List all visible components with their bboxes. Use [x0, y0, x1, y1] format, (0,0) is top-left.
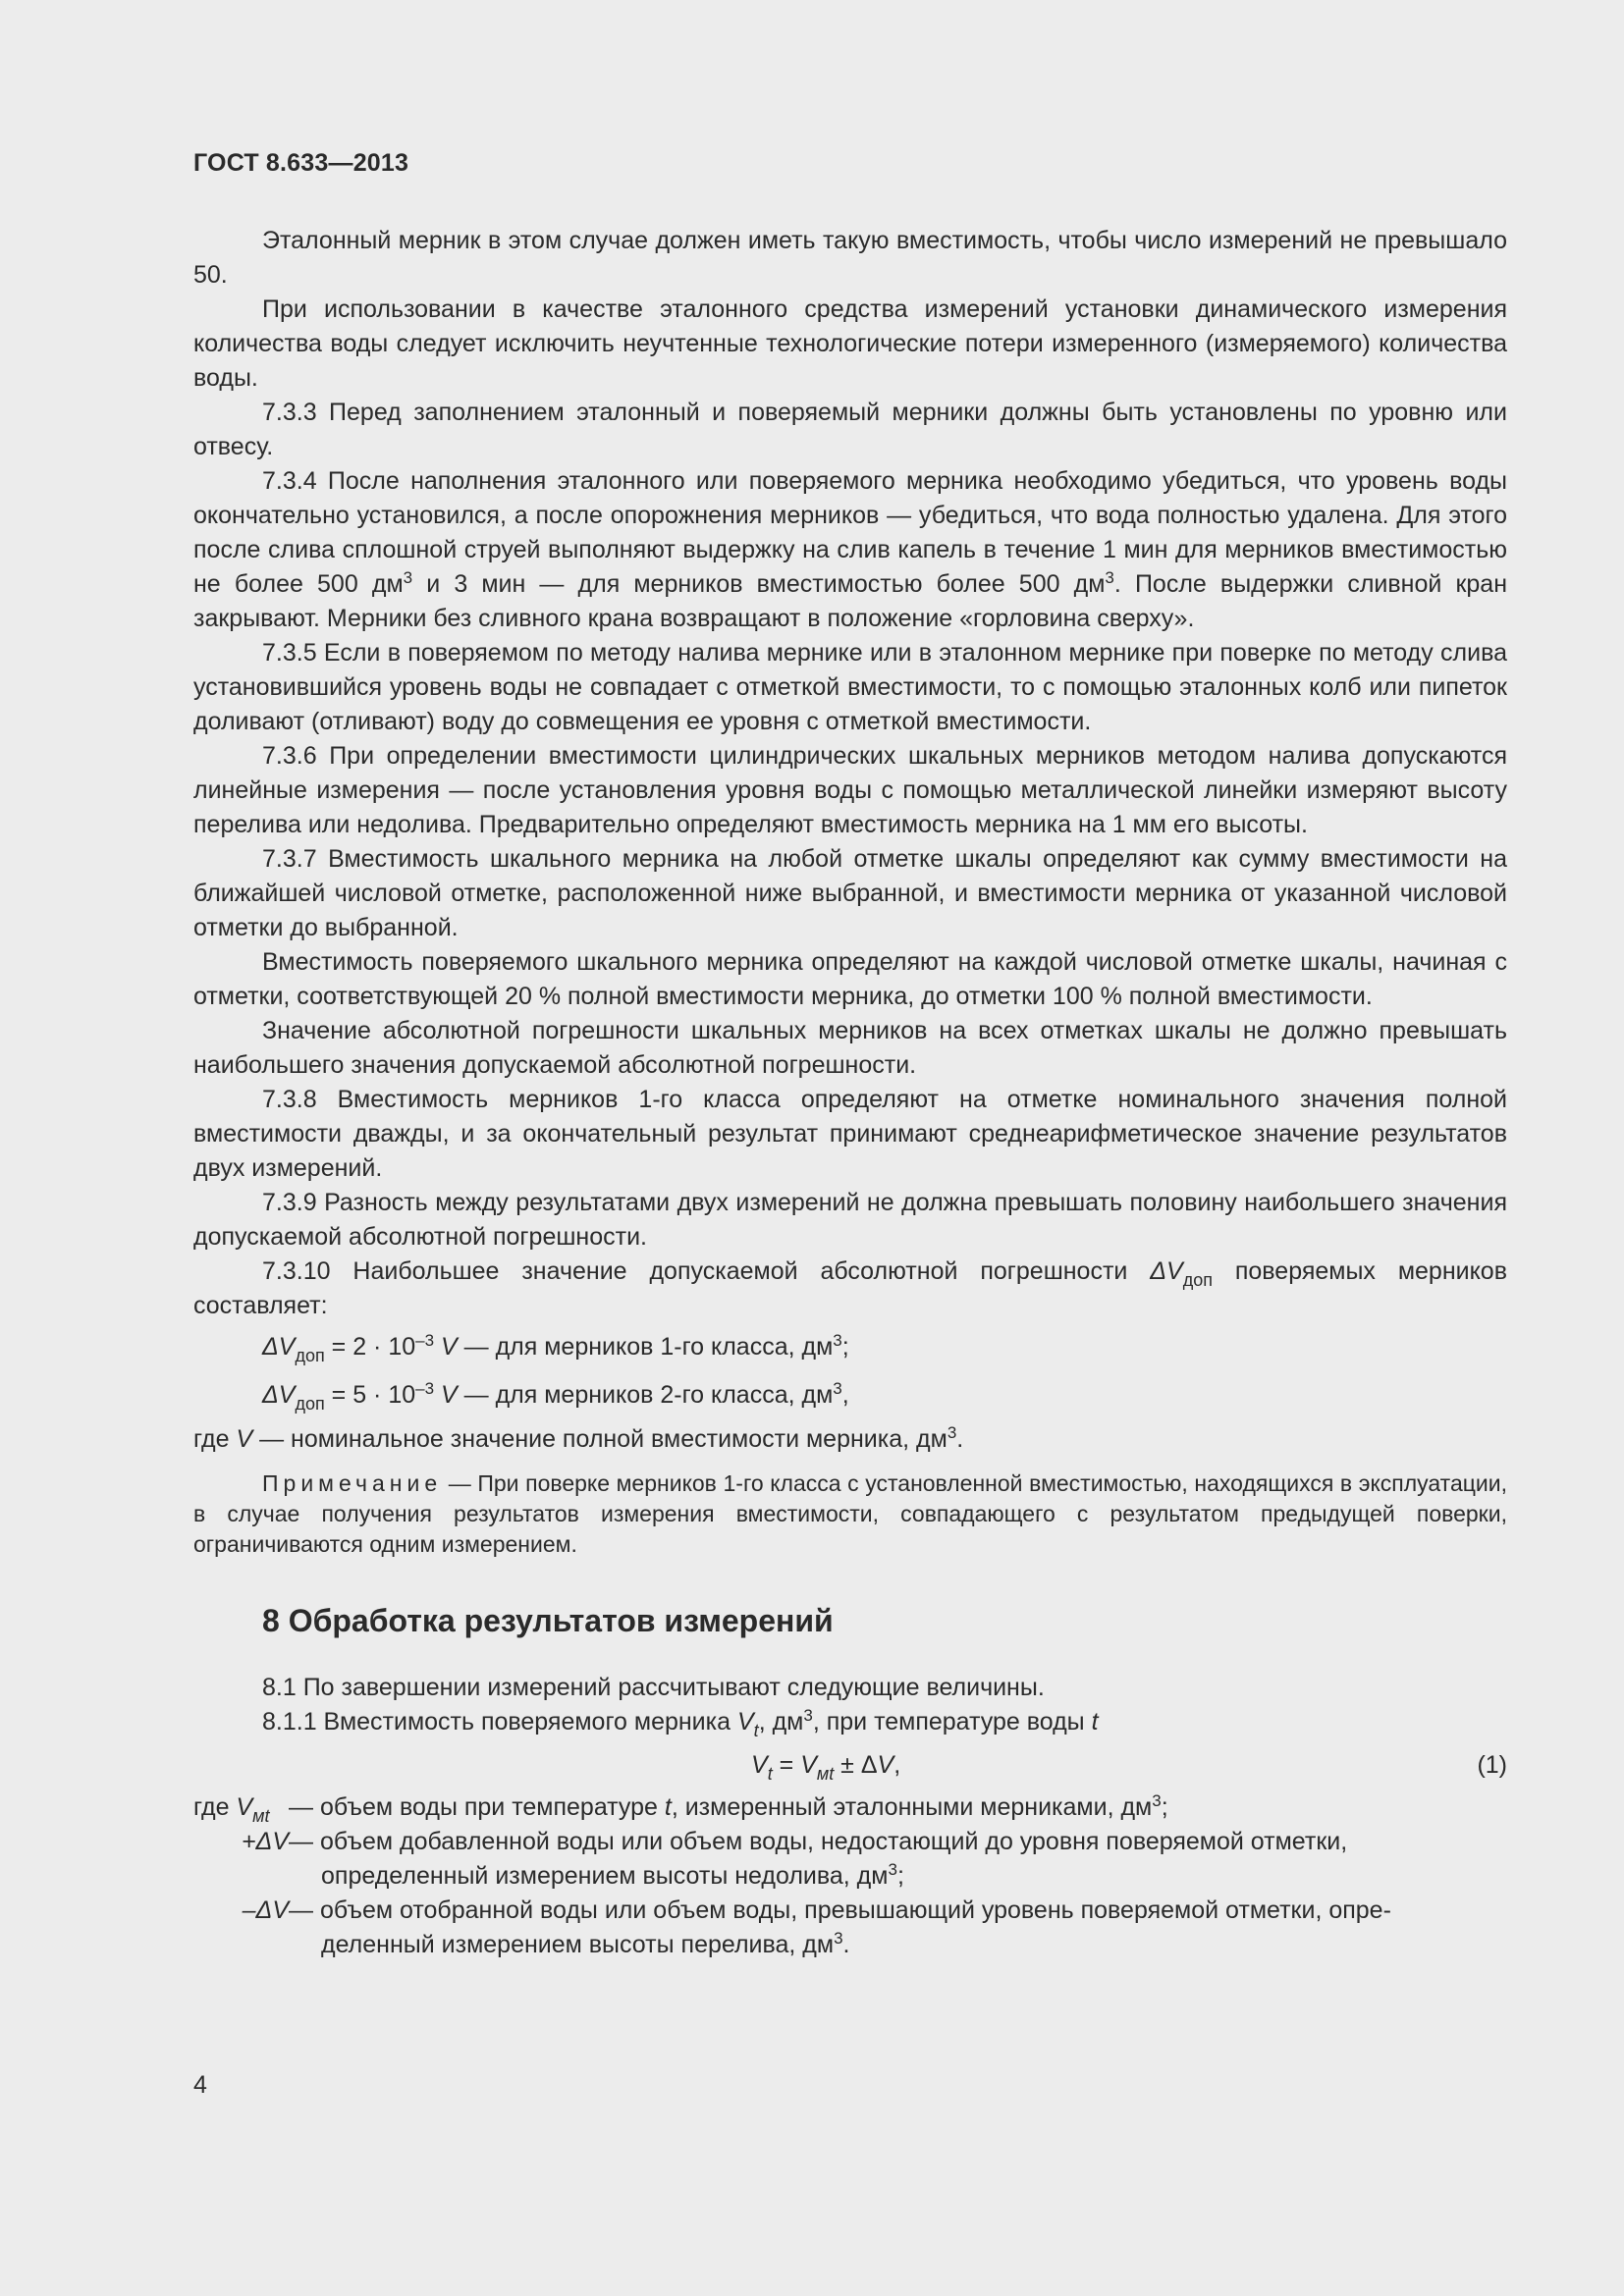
definitions-list: [193, 1790, 1507, 1962]
paragraph-7-3-8: 7.3.8 Вместимость мерников 1-го класса определяют на отметке номинального значения полной вместимости дважды, и за окончательный результат принимают среднеарифметическое значение результатов двух измерений.: [193, 1086, 1507, 1182]
page-number: 4: [193, 2071, 207, 2099]
note-text: — При поверке мерников 1-го класса с установленной вместимостью, находящихся в эксплуатации, в случае получения результатов измерения вместимости, совпадающего с результатом предыдущей поверки, ограничиваются одним измерением.: [193, 1470, 1507, 1557]
paragraph-7-3-6: 7.3.6 При определении вместимости цилиндрических шкальных мерников методом налива допускаются линейные измерения — после установления уровня воды с помощью металлической линейки измеряют высоту перелива или недолива. Предварительно определяют вместимость мерника на 1 мм его высоты.: [193, 742, 1507, 838]
paragraph-7-3-10: 7.3.10 Наибольшее значение допускаемой абсолютной погрешности $\Delta V_{доп}$ поверяемых мерников составляет:: [193, 1257, 1507, 1319]
paragraph: При использовании в качестве эталонного средства измерений установки динамического измерения количества воды следует исключить неучтенные технологические потери измеренного (измеряемого) количества воды.: [193, 295, 1507, 392]
section-heading: 8 Обработка результатов измерений: [262, 1603, 834, 1638]
paragraph-8-1: 8.1 По завершении измерений рассчитывают следующие величины.: [262, 1674, 1045, 1701]
paragraph-8-1-1: 8.1.1 Вместимость поверяемого мерника $V_t$, $дм^3$, при температуре воды t: [262, 1706, 1099, 1740]
note: [193, 1468, 1507, 1560]
note-label: Примечание: [262, 1470, 443, 1496]
paragraph: Значение абсолютной погрешности шкальных мерников на всех отметках шкалы не должно превышать наибольшего значения допускаемой абсолютной погрешности.: [193, 1017, 1507, 1079]
definition-item-continuation: деленный измерением высоты перелива, $дм^3$.: [321, 1929, 850, 1958]
paragraph: Вместимость поверяемого шкального мерника определяют на каждой числовой отметке шкалы, начиная с отметки, соответствующей 20 % полной вместимости мерника, до отметки 100 % полной вместимости.: [193, 948, 1507, 1010]
paragraph: Эталонный мерник в этом случае должен иметь такую вместимость, чтобы число измерений не превышало 50.: [193, 227, 1507, 289]
paragraph-7-3-5: 7.3.5 Если в поверяемом по методу налива мернике или в эталонном мернике при поверке по методу слива установившийся уровень воды не совпадает с отметкой вместимости, то с помощью эталонных колб или пипеток доливают (отливают) воду до совмещения ее уровня с отметкой вместимости.: [193, 639, 1507, 735]
equation-expression: $V_t = V_{мt} \pm \Delta V$,: [751, 1751, 901, 1784]
formula-class-1: $\Delta V_{доп} = 2 \cdot 10^{-3}$ V — для мерников 1-го класса, $дм^3$;: [262, 1331, 849, 1365]
paragraph-7-3-4: 7.3.4 После наполнения эталонного или поверяемого мерника необходимо убедиться, что уровень воды окончательно установился, а после опорожнения мерников — убедиться, что вода полностью удалена. Для этого после слива сплошной струей выполняют выдержку на слив капель в течение 1 мин для мерников вместимостью не более 500 $дм^3$ и 3 мин — для мерников вместимостью более 500 $дм^3$. После выдержки сливной кран закрывают. Мерники без сливного крана возвращают в положение «горловина сверху».: [193, 467, 1507, 632]
definition-item: –ΔV — объем отобранной воды или объем воды, превышающий уровень поверяемой отметки, опре-: [242, 1896, 1391, 1924]
equation-number: (1): [1477, 1751, 1507, 1779]
equation-1: [193, 1743, 1507, 1787]
paragraph-7-3-3: 7.3.3 Перед заполнением эталонный и поверяемый мерники должны быть установлены по уровню или отвесу.: [193, 399, 1507, 460]
where-definition: где V — номинальное значение полной вместимости мерника, $дм^3$.: [193, 1423, 964, 1453]
paragraph-7-3-9: 7.3.9 Разность между результатами двух измерений не должна превышать половину наибольшего значения допускаемой абсолютной погрешности.: [193, 1189, 1507, 1251]
document-header: ГОСТ 8.633—2013: [193, 149, 409, 177]
definition-item-continuation: определенный измерением высоты недолива, $дм^3$;: [321, 1860, 904, 1890]
definition-item: +ΔV — объем добавленной воды или объем воды, недостающий до уровня поверяемой отметки,: [241, 1828, 1348, 1855]
definition-item: где $V_{мt}$ — объем воды при температуре t, измеренный эталонными мерниками, $дм^3$;: [193, 1791, 1168, 1826]
document-body: [193, 224, 1507, 1962]
paragraph-7-3-7: 7.3.7 Вместимость шкального мерника на любой отметке шкалы определяют как сумму вместимости на ближайшей числовой отметке, расположенной ниже выбранной, и вместимости мерника от указанной числовой отметки до выбранной.: [193, 845, 1507, 941]
formula-class-2: $\Delta V_{доп} = 5 \cdot 10^{-3}$ V — для мерников 2-го класса, $дм^3$,: [262, 1379, 849, 1414]
